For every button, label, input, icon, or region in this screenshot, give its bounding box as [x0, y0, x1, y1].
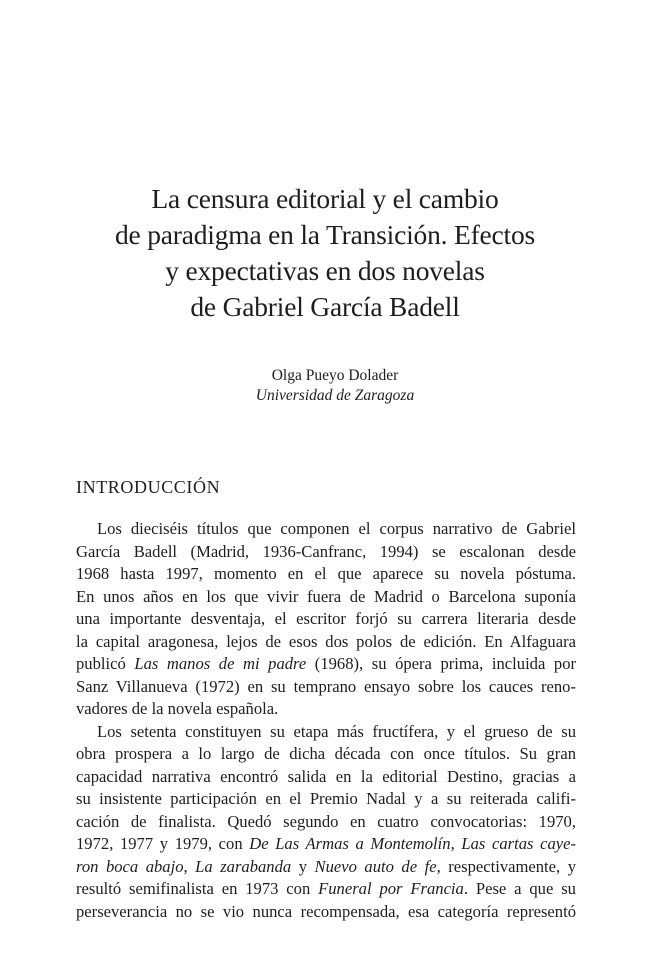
author-name: Olga Pueyo Dolader: [271, 367, 399, 384]
article-title: [40, 181, 610, 325]
text-line: [76, 833, 576, 856]
text-line: perseverancia no se vio nunca recompensada, esa categoría representó: [76, 901, 576, 921]
text-line: Sanz Villanueva (1972) en su temprano ensayo sobre los cauces reno-: [76, 676, 576, 696]
text-run: , respectivamente, y: [436, 856, 576, 876]
text-run: (1968), su ópera prima, incluida por: [306, 654, 577, 673]
paragraph: [76, 518, 576, 721]
text-line: obra prospera a lo largo de dicha década con once títulos. Su gran: [76, 744, 576, 763]
text-line: García Badell (Madrid, 1936-Canfranc, 1994) se escalonan desde: [76, 541, 576, 561]
text-line: En unos años en los que vivir fuera de Madrid o Barcelona suponía: [76, 586, 576, 606]
author-affiliation: Universidad de Zaragoza: [255, 387, 415, 404]
text-run: resultó semifinalista en 1973 con: [76, 879, 319, 898]
book-title: Las cartas caye-: [461, 834, 577, 853]
text-line: [76, 856, 576, 879]
book-title: Las manos de mi padre: [134, 654, 307, 673]
text-run: . Pese a que su: [463, 879, 576, 898]
paragraph: [76, 721, 576, 924]
text-line: [76, 653, 576, 676]
section-heading: INTRODUCCIÓN: [76, 477, 221, 497]
text-run: y: [291, 856, 315, 876]
title-line: La censura editorial y el cambio: [151, 183, 499, 214]
title-line: de paradigma en la Transición. Efectos: [114, 219, 536, 250]
text-run: ,: [183, 856, 196, 876]
text-run: publicó: [76, 654, 135, 673]
text-run: 1972, 1977 y 1979, con: [76, 834, 250, 853]
text-run: ,: [450, 834, 462, 853]
book-title: La zarabanda: [195, 856, 292, 876]
title-line: de Gabriel García Badell: [190, 291, 460, 322]
text-line: 1968 hasta 1997, momento en el que aparece su novela póstuma.: [76, 564, 576, 583]
body-text: [76, 518, 576, 923]
book-title: Nuevo auto de fe: [314, 856, 437, 876]
book-title: ron boca abajo: [76, 856, 184, 876]
text-line: Los setenta constituyen su etapa más fructífera, y el grueso de su: [97, 721, 576, 741]
text-line: [76, 878, 576, 901]
book-title: Funeral por Francia: [318, 879, 464, 898]
text-line: cación de finalista. Quedó segundo en cuatro convocatorias: 1970,: [76, 811, 576, 831]
text-line: capacidad narrativa encontró salida en la editorial Destino, gracias a: [76, 766, 576, 786]
title-line: y expectativas en dos novelas: [165, 255, 485, 286]
text-line: Los dieciséis títulos que componen el corpus narrativo de Gabriel: [97, 519, 576, 538]
text-line: la capital aragonesa, lejos de esos dos polos de edición. En Alfaguara: [76, 631, 576, 651]
book-title: De Las Armas a Montemolín: [249, 834, 451, 853]
text-line: una importante desventaja, el escritor forjó su carrera literaria desde: [76, 609, 576, 628]
text-line: su insistente participación en el Premio Nadal y a su reiterada califi-: [76, 789, 576, 808]
text-line: vadores de la novela española.: [76, 699, 279, 718]
